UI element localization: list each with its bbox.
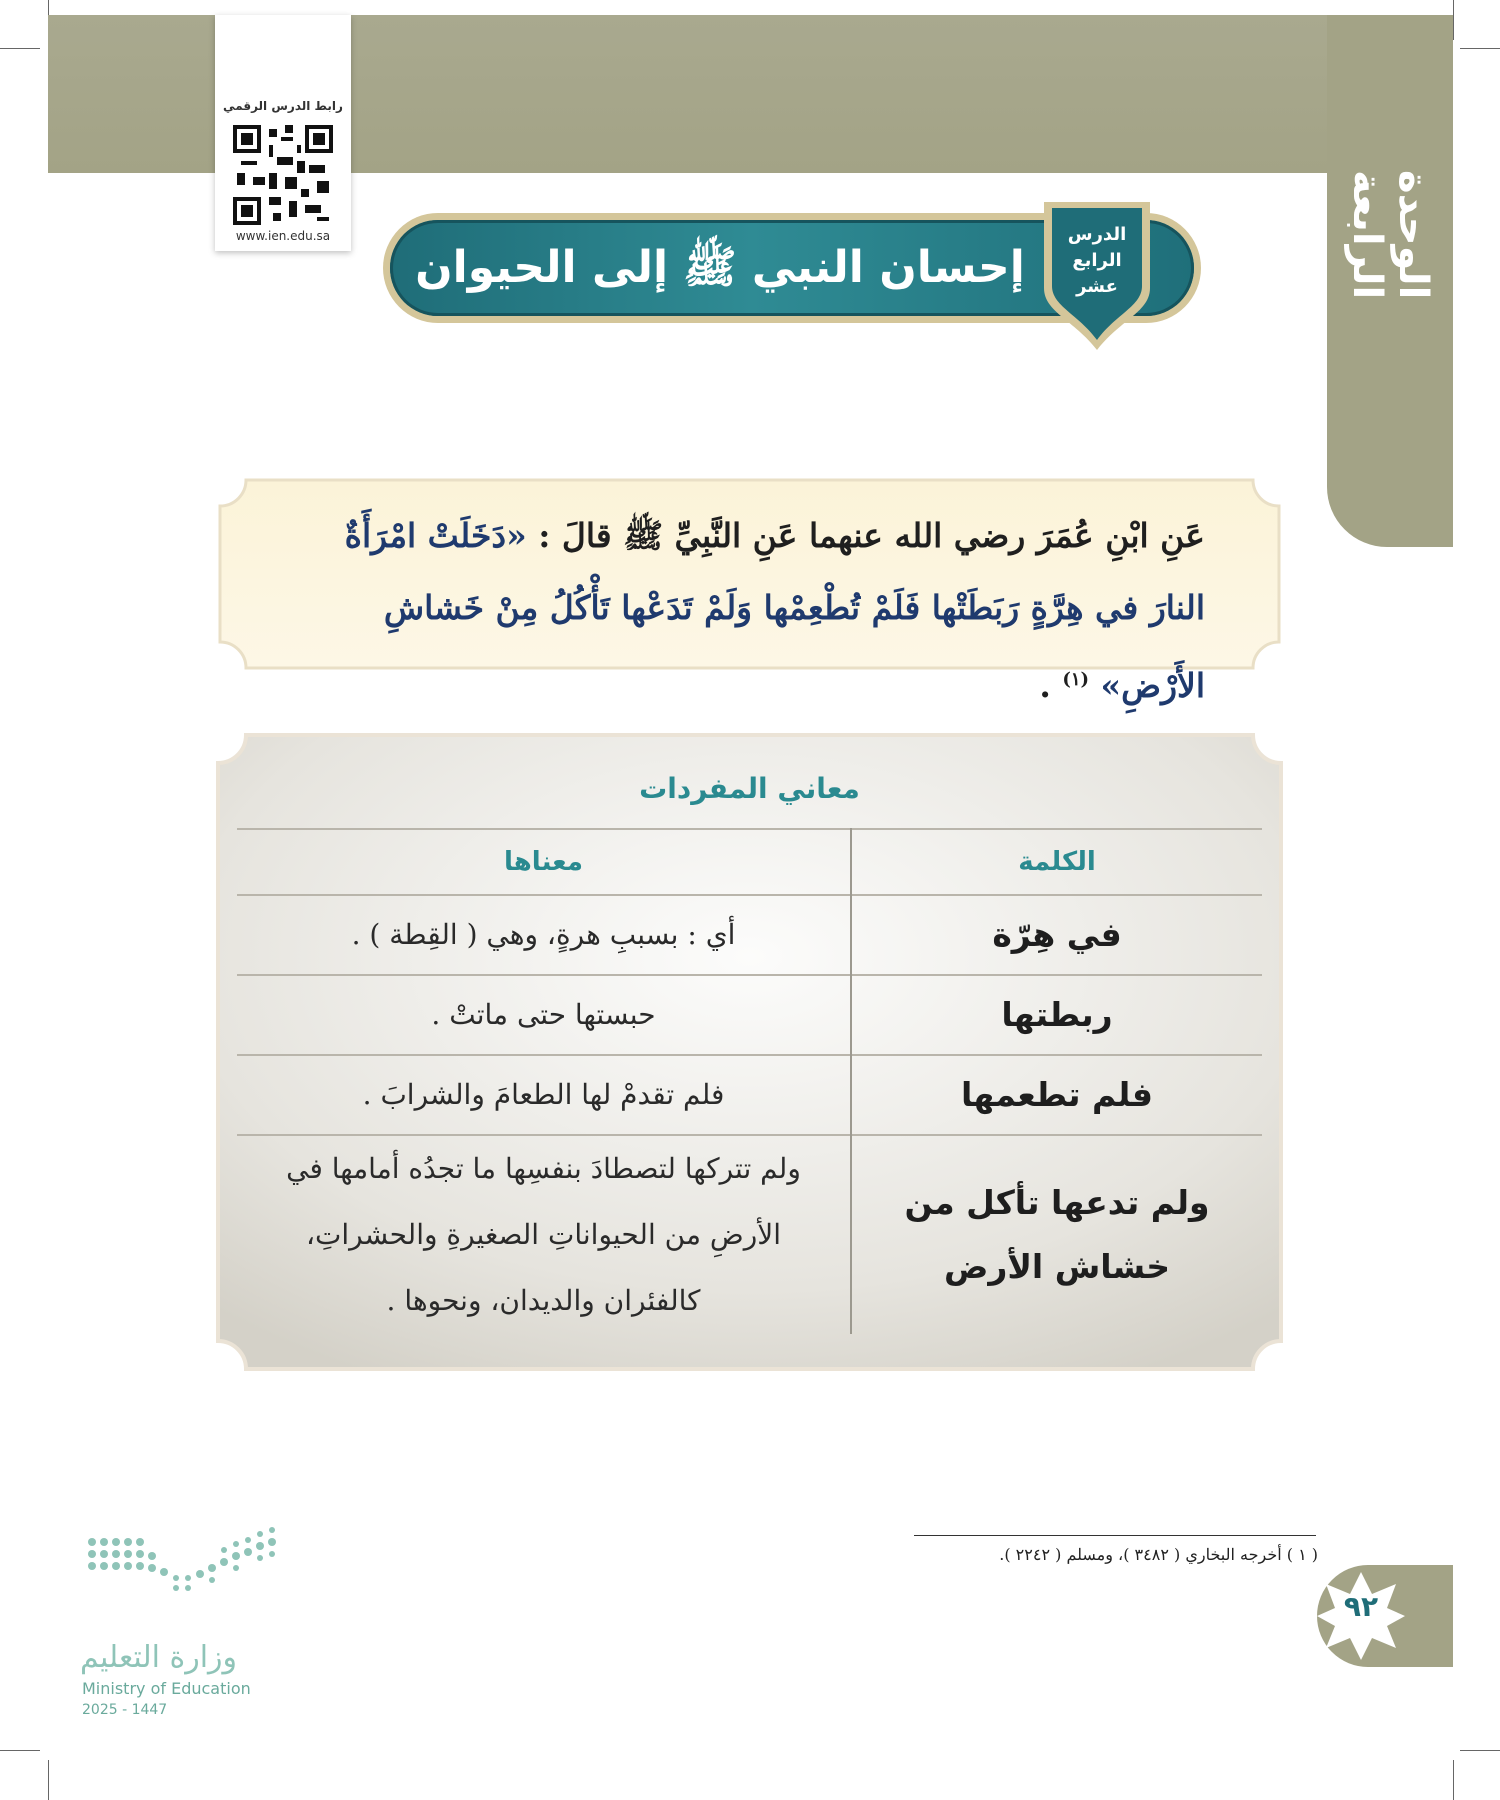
lesson-number <box>1052 222 1142 300</box>
vocab-table <box>237 828 1262 1334</box>
hadith-text <box>280 500 1205 722</box>
ministry-name-ar: وزارة التعليم <box>80 1640 238 1675</box>
vocab-word: في هِرّة <box>851 895 1262 975</box>
ministry-year: 2025 - 1447 <box>82 1702 168 1718</box>
crop-mark <box>0 48 40 49</box>
vocab-meaning: فلم تقدمْ لها الطعامَ والشرابَ . <box>237 1055 851 1135</box>
qr-card[interactable] <box>215 15 351 251</box>
lesson-title: إحسان النبي ﷺ إلى الحيوان <box>415 242 1025 293</box>
column-header-meaning: معناها <box>237 829 851 895</box>
vocab-word: ولم تدعها تأكل من خشاش الأرض <box>851 1135 1262 1334</box>
table-row <box>237 1135 1262 1334</box>
vocab-word: ربطتها <box>851 975 1262 1055</box>
crop-mark <box>48 1760 49 1800</box>
qr-code-icon[interactable] <box>233 125 333 225</box>
table-row <box>237 975 1262 1055</box>
unit-label: الوحدة الرابعة <box>1344 170 1436 300</box>
qr-label: رابط الدرس الرقمي <box>223 99 343 113</box>
table-row <box>237 1055 1262 1135</box>
vocab-heading: معاني المفردات <box>639 772 860 805</box>
hadith-end: . <box>1039 666 1051 705</box>
page-number: ٩٢ <box>1343 1590 1379 1623</box>
column-header-word: الكلمة <box>851 829 1262 895</box>
ministry-name-en: Ministry of Education <box>82 1679 251 1698</box>
hadith-quote: «دَخَلَتْ امْرَأَةٌ النارَ في هِرَّةٍ رَبَطَتْها فَلَمْ تُطْعِمْها وَلَمْ تَدَعْها تَأْكُلُ مِنْ خَشاشِ الأَرْضِ» <box>344 516 1205 705</box>
crop-mark <box>1453 1760 1454 1800</box>
qr-url[interactable]: www.ien.edu.sa <box>235 229 331 243</box>
table-row <box>237 895 1262 975</box>
footnote: ( ١ ) أخرجه البخاري ( ٣٤٨٢ )، ومسلم ( ٢٢٤٢ ). <box>999 1545 1318 1564</box>
vocab-meaning: أي : بسببِ هرةٍ، وهي ( القِطة ) . <box>237 895 851 975</box>
vocab-word: فلم تطعمها <box>851 1055 1262 1135</box>
crop-mark <box>1460 1750 1500 1751</box>
crop-mark <box>1460 48 1500 49</box>
lesson-badge-line: الدرس <box>1067 224 1127 245</box>
ministry-logo-icon <box>80 1522 280 1632</box>
vocab-meaning: ولم تتركها لتصطادَ بنفسِها ما تجدُه أمامها في الأرضِ من الحيواناتِ الصغيرةِ والحشراتِ، كالفئران والديدان، ونحوها . <box>237 1135 851 1334</box>
lesson-badge-line: عشر <box>1076 276 1118 297</box>
footnote-divider <box>914 1535 1316 1536</box>
vocab-meaning: حبستها حتى ماتتْ . <box>237 975 851 1055</box>
table-header-row <box>237 829 1262 895</box>
crop-mark <box>0 1750 40 1751</box>
footnote-marker[interactable]: (١) <box>1062 669 1090 690</box>
lesson-badge-line: الرابع <box>1072 250 1122 271</box>
hadith-narrator: عَنِ ابْنِ عُمَرَ رضي الله عنهما عَنِ النَّبِيِّ ﷺ قالَ : <box>538 516 1205 555</box>
crop-mark <box>1453 0 1454 40</box>
